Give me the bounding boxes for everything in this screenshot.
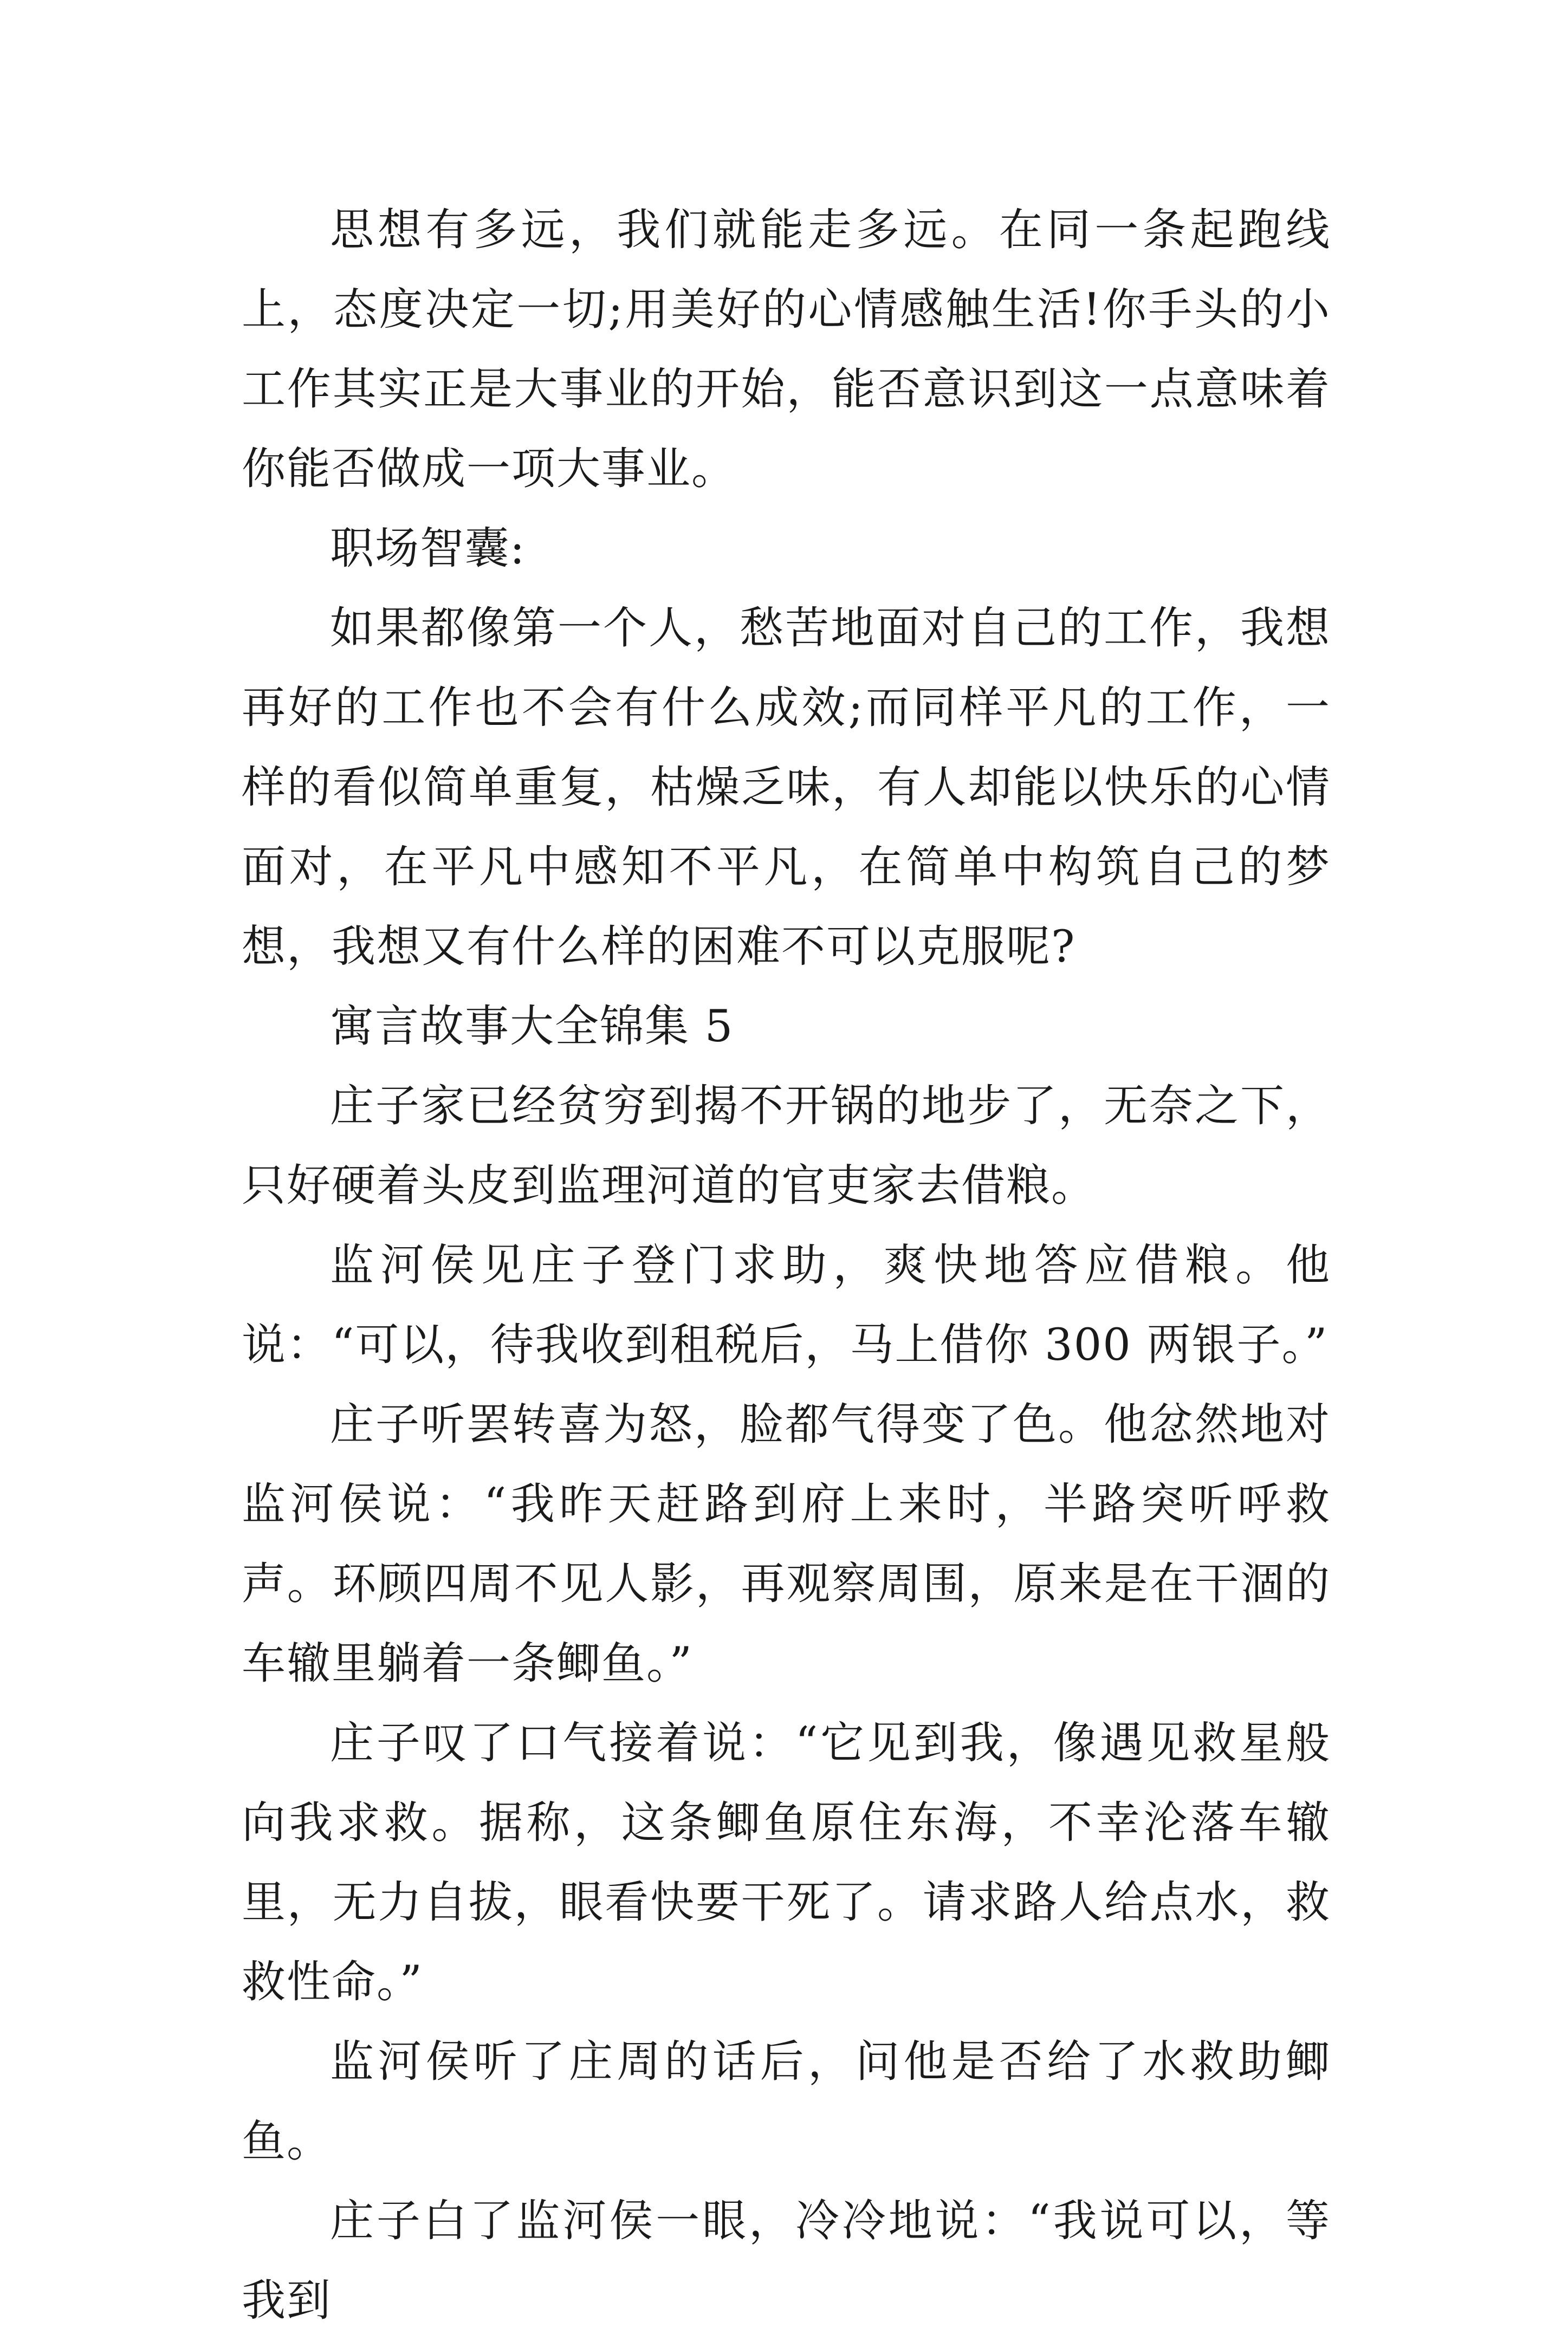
paragraph-workplace-tips: 如果都像第一个人，愁苦地面对自己的工作，我想再好的工作也不会有什么成效;而同样平凡的工作，一样的看似简单重复，枯燥乏味，有人却能以快乐的心情面对，在平凡中感知不平凡，在简单中构筑自己的梦想，我想又有什么样的困难不可以克服呢? xyxy=(242,603,1331,972)
paragraph-marquis-reply: 监河侯见庄子登门求助，爽快地答应借粮。他说：“可以，待我收到租税后，马上借你 300 两银子。” xyxy=(242,1240,1331,1371)
section-heading-workplace-tips: 职场智囊: xyxy=(330,523,526,574)
paragraph-intro: 思想有多远，我们就能走多远。在同一条起跑线上，态度决定一切;用美好的心情感触生活!你手头的小工作其实正是大事业的开始，能否意识到这一点意味着你能否做成一项大事业。 xyxy=(242,205,1331,495)
paragraph-zhuangzi-poverty: 庄子家已经贫穷到揭不开锅的地步了，无奈之下，只好硬着头皮到监理河道的官吏家去借粮。 xyxy=(242,1081,1331,1211)
paragraph-zhuangzi-anger: 庄子听罢转喜为怒，脸都气得变了色。他忿然地对监河侯说：“我昨天赶路到府上来时，半路突听呼救声。环顾四周不见人影，再观察周围，原来是在干涸的车辙里躺着一条鲫鱼。” xyxy=(242,1399,1331,1689)
paragraph-zhuangzi-retort: 庄子白了监河侯一眼，冷冷地说：“我说可以，等我到 xyxy=(242,2196,1331,2326)
document-body xyxy=(242,191,1331,2341)
section-heading-fable-5: 寓言故事大全锦集 5 xyxy=(330,1001,734,1052)
paragraph-marquis-question: 监河侯听了庄周的话后，问他是否给了水救助鲫鱼。 xyxy=(242,2037,1331,2167)
paragraph-carp-plea: 庄子叹了口气接着说：“它见到我，像遇见救星般向我求救。据称，这条鲫鱼原住东海，不幸沦落车辙里，无力自拔，眼看快要干死了。请求路人给点水，救救性命。” xyxy=(242,1718,1331,2008)
